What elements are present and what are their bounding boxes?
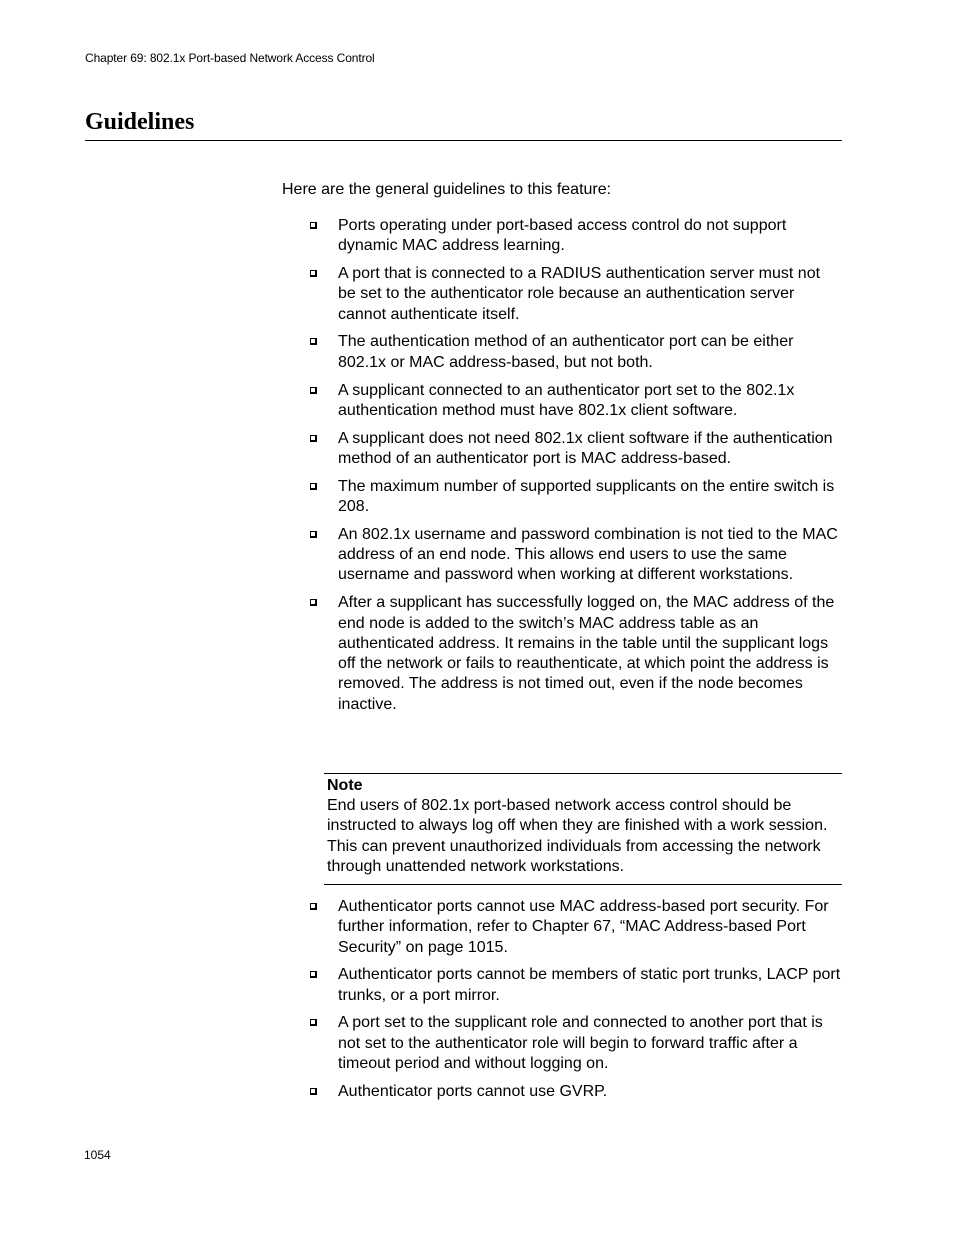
list-item — [309, 525, 842, 586]
square-bullet-icon — [310, 483, 317, 490]
guidelines-list-continued — [309, 897, 842, 1110]
running-header: Chapter 69: 802.1x Port-based Network Access Control — [85, 51, 375, 65]
list-item-text: Authenticator ports cannot use MAC address-based port security. For further information, refer to Chapter 67, “MAC Address-based Port Security” on page 1015. — [338, 898, 829, 956]
square-bullet-icon — [310, 222, 317, 229]
list-item — [309, 1082, 842, 1102]
list-item — [309, 897, 842, 958]
note-heading: Note — [327, 777, 363, 794]
list-item — [309, 381, 842, 422]
square-bullet-icon — [310, 1019, 317, 1026]
list-item — [309, 264, 842, 325]
list-item — [309, 477, 842, 518]
list-item-text: The maximum number of supported supplicants on the entire switch is 208. — [338, 477, 835, 516]
square-bullet-icon — [310, 270, 317, 277]
list-item-text: Authenticator ports cannot be members of static port trunks, LACP port trunks, or a port mirror. — [338, 966, 841, 1004]
guidelines-list — [309, 216, 842, 723]
note-body: End users of 802.1x port-based network access control should be instructed to always log off when they are finished with a work session. This can prevent unauthorized individuals from accessing the network through unattended network workstations. — [327, 797, 828, 875]
list-item — [309, 965, 842, 1006]
list-item-text: A supplicant does not need 802.1x client software if the authentication method of an authenticator port is MAC address-based. — [338, 429, 833, 467]
square-bullet-icon — [310, 435, 317, 442]
list-item-text: An 802.1x username and password combination is not tied to the MAC address of an end node. This allows end users to use the same username and password when working at different workstations. — [338, 525, 838, 584]
list-item-text: A port set to the supplicant role and connected to another port that is not set to the authenticator role will begin to forward traffic after a timeout period and without logging on. — [338, 1014, 823, 1073]
title-rule — [85, 140, 842, 141]
list-item — [309, 593, 842, 715]
intro-paragraph: Here are the general guidelines to this feature: — [282, 181, 612, 198]
list-item — [309, 332, 842, 373]
square-bullet-icon — [310, 387, 317, 394]
square-bullet-icon — [310, 338, 317, 345]
list-item-text: The authentication method of an authenticator port can be either 802.1x or MAC address-based, but not both. — [338, 333, 794, 371]
note-box — [324, 773, 842, 885]
list-item-text: Ports operating under port-based access control do not support dynamic MAC address learning. — [338, 217, 787, 255]
square-bullet-icon — [310, 531, 317, 538]
list-item — [309, 429, 842, 470]
page-number: 1054 — [84, 1148, 111, 1162]
list-item — [309, 1013, 842, 1074]
square-bullet-icon — [310, 971, 317, 978]
square-bullet-icon — [310, 903, 317, 910]
list-item-text: A supplicant connected to an authenticator port set to the 802.1x authentication method must have 802.1x client software. — [338, 381, 795, 419]
list-item-text: A port that is connected to a RADIUS authentication server must not be set to the authenticator role because an authentication server cannot authenticate itself. — [338, 265, 821, 323]
square-bullet-icon — [310, 599, 317, 606]
section-title: Guidelines — [85, 109, 195, 135]
list-item — [309, 216, 842, 257]
list-item-text: After a supplicant has successfully logged on, the MAC address of the end node is added to the switch’s MAC address table as an authenticated address. It remains in the table until the supplicant logs off the network or fails to reauthenticate, at which point the address is removed. The address is not timed out, even if the node becomes inactive. — [338, 594, 835, 713]
list-item-text: Authenticator ports cannot use GVRP. — [338, 1082, 608, 1100]
square-bullet-icon — [310, 1088, 317, 1095]
